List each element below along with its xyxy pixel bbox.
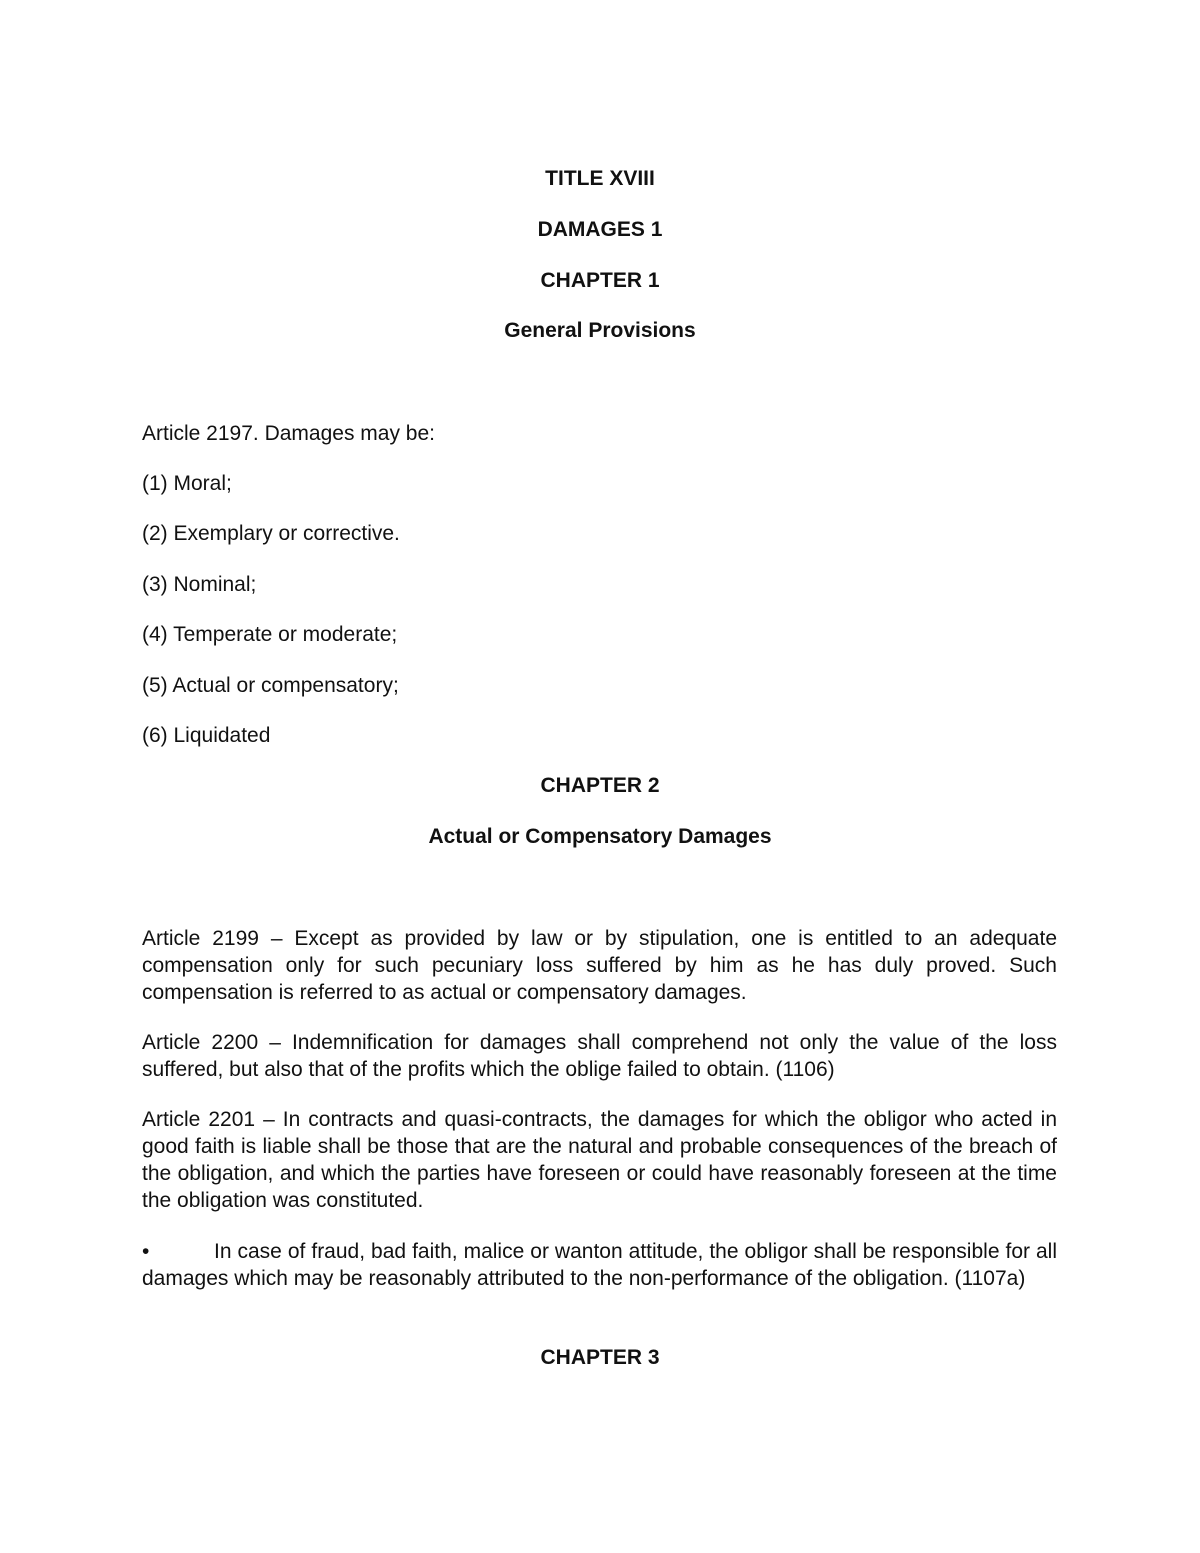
article-2199: Article 2199 – Except as provided by law or by stipulation, one is entitled to an adequate compensation only for such pecuniary loss suffered by him as he has duly proved. Such compensation is referred to as actual or compensatory damages. — [142, 927, 1057, 1004]
document-subtitle: DAMAGES 1 — [537, 218, 663, 241]
bullet-mark: • — [142, 1240, 150, 1263]
article-2200: Article 2200 – Indemnification for damages shall comprehend not only the value of the loss suffered, but also that of the profits which the oblige failed to obtain. (1106) — [142, 1031, 1057, 1081]
article-2201: Article 2201 – In contracts and quasi-contracts, the damages for which the obligor who acted in good faith is liable shall be those that are the natural and probable consequences of the breach of the obligation, and which the parties have foreseen or could have reasonably foreseen at the time the obligation was constituted. — [142, 1108, 1057, 1212]
chapter-1-subheading: General Provisions — [504, 319, 696, 342]
damages-list-item: (1) Moral; — [142, 472, 232, 495]
damages-list-item: (6) Liquidated — [142, 724, 271, 747]
chapter-2-subheading: Actual or Compensatory Damages — [428, 825, 772, 848]
damages-list-item: (4) Temperate or moderate; — [142, 623, 398, 646]
chapter-1-heading: CHAPTER 1 — [540, 269, 660, 292]
chapter-3-heading: CHAPTER 3 — [540, 1346, 660, 1369]
fraud-bullet-text: In case of fraud, bad faith, malice or wanton attitude, the obligor shall be responsible for all damages which may be reasonably attributed to the non-performance of the obligation. (1107a) — [142, 1240, 1057, 1290]
damages-list-item: (5) Actual or compensatory; — [142, 674, 399, 697]
damages-list-item: (3) Nominal; — [142, 573, 257, 596]
chapter-2-heading: CHAPTER 2 — [540, 774, 660, 797]
damages-list-item: (2) Exemplary or corrective. — [142, 522, 400, 545]
document-title: TITLE XVIII — [545, 167, 655, 190]
fraud-bullet-paragraph — [142, 1238, 1057, 1292]
article-2197-intro: Article 2197. Damages may be: — [142, 422, 435, 445]
